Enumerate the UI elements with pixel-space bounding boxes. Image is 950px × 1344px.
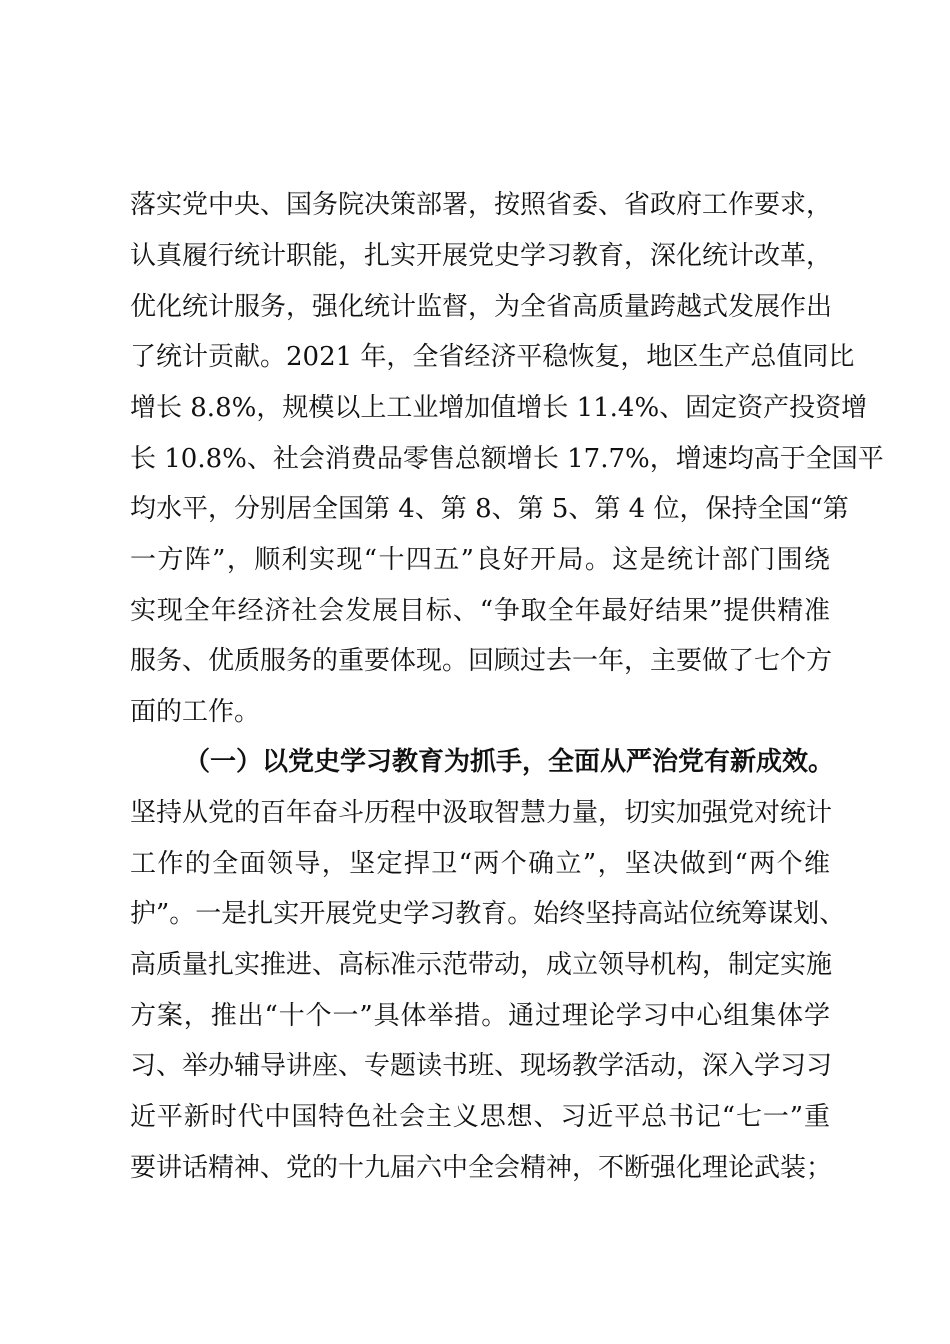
paragraph-line: 增长 8.8%，规模以上工业增加值增长 11.4%、固定资产投资增 — [130, 393, 868, 423]
section-heading: （一）以党史学习教育为抓手，全面从严治党有新成效。 — [184, 747, 835, 777]
paragraph-line: 护”。一是扎实开展党史学习教育。始终坚持高站位统筹谋划、 — [130, 899, 846, 929]
paragraph-line: 优化统计服务，强化统计监督，为全省高质量跨越式发展作出 — [130, 292, 833, 322]
paragraph-line: 高质量扎实推进、高标准示范带动，成立领导机构，制定实施 — [130, 950, 833, 980]
paragraph-line: 长 10.8%、社会消费品零售总额增长 17.7%，增速均高于全国平 — [130, 444, 884, 474]
paragraph-line: 认真履行统计职能，扎实开展党史学习教育，深化统计改革， — [130, 241, 833, 271]
paragraph-line: 一方阵”，顺利实现“十四五”良好开局。这是统计部门围绕 — [130, 545, 830, 575]
paragraph-line: 要讲话精神、党的十九届六中全会精神，不断强化理论武装； — [130, 1153, 833, 1183]
paragraph-line: 服务、优质服务的重要体现。回顾过去一年，主要做了七个方 — [130, 646, 833, 676]
paragraph-line: 面的工作。 — [130, 697, 261, 727]
paragraph-line: 近平新时代中国特色社会主义思想、习近平总书记“七一”重 — [130, 1102, 830, 1132]
paragraph-line: 了统计贡献。2021 年，全省经济平稳恢复，地区生产总值同比 — [130, 342, 855, 372]
paragraph-line: 落实党中央、国务院决策部署，按照省委、省政府工作要求， — [130, 190, 833, 220]
paragraph-line: 方案，推出“十个一”具体举措。通过理论学习中心组集体学 — [130, 1001, 830, 1031]
paragraph-line: 均水平，分别居全国第 4、第 8、第 5、第 4 位，保持全国“第 — [130, 494, 849, 524]
paragraph-line: 实现全年经济社会发展目标、“争取全年最好结果”提供精准 — [130, 596, 830, 626]
paragraph-line: 工作的全面领导，坚定捍卫“两个确立”，坚决做到“两个维 — [130, 849, 830, 879]
paragraph-line: 坚持从党的百年奋斗历程中汲取智慧力量，切实加强党对统计 — [130, 798, 833, 828]
paragraph-line: 习、举办辅导讲座、专题读书班、现场教学活动，深入学习习 — [130, 1051, 833, 1081]
